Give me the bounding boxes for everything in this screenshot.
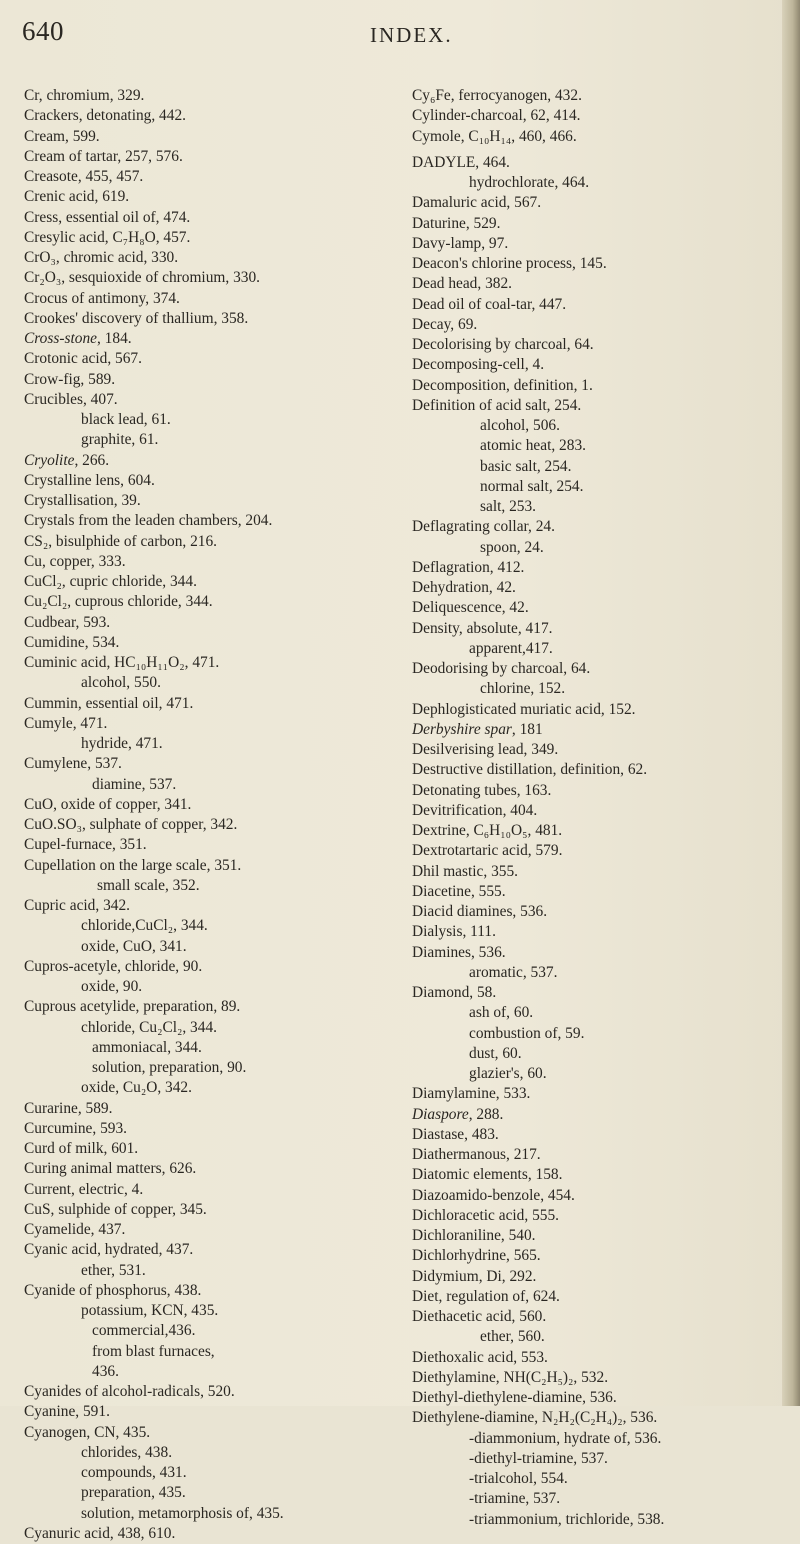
index-entry: Diamines, 536. xyxy=(412,943,506,961)
index-entry: graphite, 61. xyxy=(81,431,159,449)
running-head: INDEX. xyxy=(370,23,453,47)
index-entry: Diethacetic acid, 560. xyxy=(412,1308,547,1325)
index-entry: Diethoxalic acid, 553. xyxy=(412,1348,548,1366)
index-entry: Diathermanous, 217. xyxy=(412,1146,541,1163)
index-entry: CS₂, bisulphide of carbon, 216. xyxy=(24,532,218,550)
index-entry: oxide, Cu₂O, 342. xyxy=(81,1079,192,1097)
index-entry: Dichlorhydrine, 565. xyxy=(412,1247,541,1265)
page-edge xyxy=(782,0,800,1406)
index-entry: small scale, 352. xyxy=(97,876,200,894)
index-entry: glazier's, 60. xyxy=(469,1065,547,1082)
index-entry: Crystallisation, 39. xyxy=(24,492,141,509)
index-entry: Diastase, 483. xyxy=(412,1125,499,1143)
index-entry: CuO, oxide of copper, 341. xyxy=(24,795,192,813)
index-entry: Devitrification, 404. xyxy=(412,801,538,819)
index-entry: -triamine, 537. xyxy=(469,1490,561,1508)
index-entry: Creasote, 455, 457. xyxy=(24,168,144,185)
index-entry: Cumidine, 534. xyxy=(24,633,120,651)
index-entry: Decolorising by charcoal, 64. xyxy=(412,336,594,353)
index-entry: Curd of milk, 601. xyxy=(24,1140,139,1157)
index-entry: atomic heat, 283. xyxy=(480,437,586,455)
index-entry: Damaluric acid, 567. xyxy=(412,194,542,212)
index-entry: Crocus of antimony, 374. xyxy=(24,289,180,307)
index-entry: Cumylene, 537. xyxy=(24,755,122,773)
index-entry: Destructive distillation, definition, 62. xyxy=(412,761,648,779)
index-entry: Deflagration, 412. xyxy=(412,558,525,576)
index-entry: Curing animal matters, 626. xyxy=(24,1160,197,1178)
index-entry: Diazoamido-benzole, 454. xyxy=(412,1186,575,1204)
index-entry: -diethyl-triamine, 537. xyxy=(469,1449,608,1467)
index-entry: 436. xyxy=(92,1362,119,1380)
index-entry: Crystals from the leaden chambers, 204. xyxy=(24,512,273,530)
index-entry: Diatomic elements, 158. xyxy=(412,1166,563,1184)
index-entry: Curcumine, 593. xyxy=(24,1119,128,1137)
index-entry: ether, 560. xyxy=(480,1328,545,1346)
index-entry: Deflagrating collar, 24. xyxy=(412,518,555,536)
index-entry: Decomposing-cell, 4. xyxy=(412,356,545,374)
index-entry: Cu, copper, 333. xyxy=(24,552,126,570)
index-entry: Cupellation on the large scale, 351. xyxy=(24,856,242,874)
index-entry: Cyanide of phosphorus, 438. xyxy=(24,1281,202,1299)
index-entry: Cy₆Fe, ferrocyanogen, 432. xyxy=(412,87,582,104)
index-entry: Cylinder-charcoal, 62, 414. xyxy=(412,107,581,125)
index-entry: Daturine, 529. xyxy=(412,214,501,232)
index-entry: hydride, 471. xyxy=(81,735,163,752)
index-entry: Deacon's chlorine process, 145. xyxy=(412,255,607,272)
index-entry: black lead, 61. xyxy=(81,411,171,428)
index-entry: Cu₂Cl₂, cuprous chloride, 344. xyxy=(24,593,213,611)
index-entry: Didymium, Di, 292. xyxy=(412,1267,537,1285)
index-entry: Desilverising lead, 349. xyxy=(412,741,559,758)
index-entry: preparation, 435. xyxy=(81,1484,186,1502)
index-entry: Cress, essential oil of, 474. xyxy=(24,208,191,226)
index-entry: chloride,CuCl₂, 344. xyxy=(81,917,208,935)
index-entry: Diacetine, 555. xyxy=(412,882,506,900)
index-entry: apparent,417. xyxy=(469,639,553,657)
index-entry: -trialcohol, 554. xyxy=(469,1470,568,1487)
index-entry: Davy-lamp, 97. xyxy=(412,234,509,252)
index-entry: Derbyshire spar, 181 xyxy=(412,720,543,738)
index-entry: Cuminic acid, HC₁₀H₁₁O₂, 471. xyxy=(24,654,220,671)
index-entry: Cryolite, 266. xyxy=(24,451,110,469)
index-entry: aromatic, 537. xyxy=(469,963,558,981)
index-entry: Diethylamine, NH(C₂H₅)₂, 532. xyxy=(412,1368,609,1386)
index-entry: Dead oil of coal-tar, 447. xyxy=(412,295,567,313)
index-entry: commercial,436. xyxy=(92,1322,196,1340)
index-entry: Cummin, essential oil, 471. xyxy=(24,694,194,712)
index-entry: Deliquescence, 42. xyxy=(412,599,529,617)
index-entry: chlorides, 438. xyxy=(81,1443,173,1461)
index-entry: hydrochlorate, 464. xyxy=(469,174,590,191)
index-entry: Dextrotartaric acid, 579. xyxy=(412,842,563,860)
index-entry: Dextrine, C₆H₁₀O₅, 481. xyxy=(412,822,563,839)
index-entry: Crystalline lens, 604. xyxy=(24,471,155,489)
index-entry: from blast furnaces, xyxy=(92,1342,215,1360)
index-entry: -triammonium, trichloride, 538. xyxy=(469,1510,665,1528)
index-entry: Cross-stone, 184. xyxy=(24,330,132,347)
index-entry: Cyanuric acid, 438, 610. xyxy=(24,1524,176,1542)
index-entry: Detonating tubes, 163. xyxy=(412,781,552,799)
index-entry: ammoniacal, 344. xyxy=(92,1038,202,1056)
index-entry: Deodorising by charcoal, 64. xyxy=(412,660,591,677)
index-entry: Cupel-furnace, 351. xyxy=(24,836,147,854)
index-entry: diamine, 537. xyxy=(92,775,177,793)
index-entry: Cupros-acetyle, chloride, 90. xyxy=(24,957,203,975)
index-entry: Crenic acid, 619. xyxy=(24,188,130,206)
index-entry: solution, preparation, 90. xyxy=(92,1059,247,1076)
index-entry: Crucibles, 407. xyxy=(24,390,118,408)
index-entry: Dhil mastic, 355. xyxy=(412,862,519,880)
index-entry: dust, 60. xyxy=(469,1044,522,1062)
index-entry: Dehydration, 42. xyxy=(412,579,516,596)
index-entry: Diet, regulation of, 624. xyxy=(412,1287,560,1305)
index-entry: Density, absolute, 417. xyxy=(412,619,553,637)
index-entry: Cr₂O₃, sesquioxide of chromium, 330. xyxy=(24,269,261,287)
index-entry: CrO₃, chromic acid, 330. xyxy=(24,249,179,266)
index-column-left xyxy=(24,86,399,1544)
index-entry: Cr, chromium, 329. xyxy=(24,87,145,104)
index-entry: Cudbear, 593. xyxy=(24,613,111,631)
index-entry: alcohol, 506. xyxy=(480,417,560,434)
index-entry: alcohol, 550. xyxy=(81,674,161,692)
index-entry: Crow-fig, 589. xyxy=(24,370,116,388)
index-entry: chloride, Cu₂Cl₂, 344. xyxy=(81,1018,217,1036)
index-entry: DADYLE, 464. xyxy=(412,153,510,171)
index-entry: Cream, 599. xyxy=(24,127,100,145)
index-entry: combustion of, 59. xyxy=(469,1024,585,1042)
index-entry: Cresylic acid, C₇H₈O, 457. xyxy=(24,228,191,246)
index-entry: Diacid diamines, 536. xyxy=(412,903,548,920)
index-entry: salt, 253. xyxy=(480,498,537,515)
index-entry: Dialysis, 111. xyxy=(412,923,496,941)
index-entry: Dichloraniline, 540. xyxy=(412,1227,536,1244)
index-entry: spoon, 24. xyxy=(480,538,544,556)
index-entry: Crackers, detonating, 442. xyxy=(24,107,186,125)
index-entry: ash of, 60. xyxy=(469,1004,534,1022)
index-entry: normal salt, 254. xyxy=(480,477,584,495)
index-entry: -diammonium, hydrate of, 536. xyxy=(469,1429,662,1447)
index-entry: oxide, CuO, 341. xyxy=(81,937,187,955)
index-entry: CuS, sulphide of copper, 345. xyxy=(24,1200,207,1218)
index-entry: Dichloracetic acid, 555. xyxy=(412,1206,560,1224)
index-entry: chlorine, 152. xyxy=(480,680,566,698)
index-entry: Diethylene-diamine, N₂H₂(C₂H₄)₂, 536. xyxy=(412,1409,658,1427)
index-entry: Crotonic acid, 567. xyxy=(24,350,142,368)
index-entry: Current, electric, 4. xyxy=(24,1180,144,1198)
index-entry: Definition of acid salt, 254. xyxy=(412,396,582,414)
index-entry: Cyanic acid, hydrated, 437. xyxy=(24,1241,194,1259)
index-entry: Cyanogen, CN, 435. xyxy=(24,1423,151,1441)
index-entry: Dead head, 382. xyxy=(412,275,513,293)
index-entry: CuO.SO₃, sulphate of copper, 342. xyxy=(24,816,238,833)
index-entry: Cyanides of alcohol-radicals, 520. xyxy=(24,1383,235,1400)
index-entry: CuCl₂, cupric chloride, 344. xyxy=(24,573,197,590)
index-entry: Decay, 69. xyxy=(412,315,478,333)
index-entry: Diamond, 58. xyxy=(412,984,497,1001)
index-entry: Cupric acid, 342. xyxy=(24,897,130,914)
index-entry: oxide, 90. xyxy=(81,978,143,995)
index-entry: Cyamelide, 437. xyxy=(24,1221,126,1238)
index-entry: solution, metamorphosis of, 435. xyxy=(81,1504,284,1522)
index-entry: compounds, 431. xyxy=(81,1464,187,1481)
index-entry: Cream of tartar, 257, 576. xyxy=(24,147,183,165)
index-entry: basic salt, 254. xyxy=(480,457,572,475)
index-entry: Cyanine, 591. xyxy=(24,1403,110,1421)
index-entry: Curarine, 589. xyxy=(24,1099,113,1117)
index-entry: Diamylamine, 533. xyxy=(412,1085,531,1103)
index-entry: Decomposition, definition, 1. xyxy=(412,376,593,394)
index-entry: Diethyl-diethylene-diamine, 536. xyxy=(412,1389,617,1406)
index-entry: Cumyle, 471. xyxy=(24,714,108,732)
page-number: 640 xyxy=(22,16,64,46)
index-column-right xyxy=(412,86,782,1530)
index-entry: Crookes' discovery of thallium, 358. xyxy=(24,309,249,327)
index-entry: Cymole, C₁₀H₁₄, 460, 466. xyxy=(412,127,577,145)
index-entry: ether, 531. xyxy=(81,1261,146,1279)
index-entry: potassium, KCN, 435. xyxy=(81,1302,219,1319)
index-entry: Dephlogisticated muriatic acid, 152. xyxy=(412,700,636,718)
index-entry: Diaspore, 288. xyxy=(412,1105,504,1123)
index-entry: Cuprous acetylide, preparation, 89. xyxy=(24,998,241,1016)
